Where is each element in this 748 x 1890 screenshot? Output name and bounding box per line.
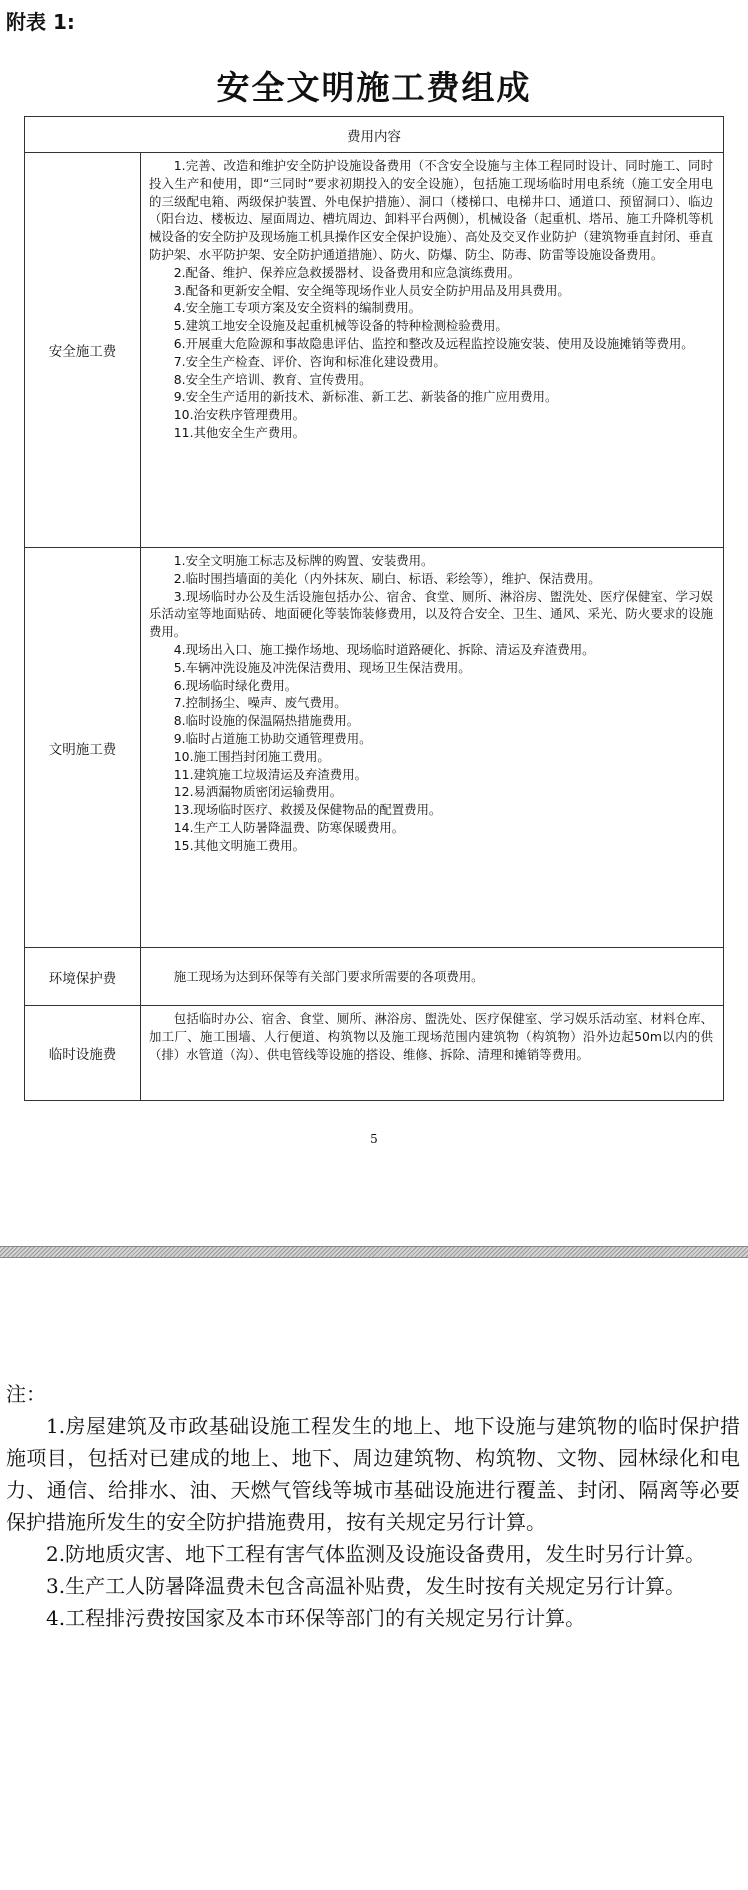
content-safety xyxy=(141,153,724,548)
list-item: 5.建筑工地安全设施及起重机械等设备的特种检测检验费用。 xyxy=(173,318,508,334)
page-break-divider xyxy=(0,1246,748,1258)
list-item: 2.临时围挡墙面的美化（内外抹灰、刷白、标语、彩绘等），维护、保洁费用。 xyxy=(173,570,601,586)
table-header: 费用内容 xyxy=(25,117,724,153)
list-item: 7.控制扬尘、噪声、废气费用。 xyxy=(173,695,347,711)
note-item: 4.工程排污费按国家及本市环保等部门的有关规定另行计算。 xyxy=(46,1606,586,1630)
category-civilized: 文明施工费 xyxy=(25,548,141,948)
list-item: 14.生产工人防暑降温费、防寒保暖费用。 xyxy=(173,819,405,835)
list-item: 12.易洒漏物质密闭运输费用。 xyxy=(173,784,343,800)
list-item: 11.建筑施工垃圾清运及弃渣费用。 xyxy=(173,766,367,782)
list-item: 10.施工围挡封闭施工费用。 xyxy=(173,748,330,764)
list-item: 9.安全生产适用的新技术、新标准、新工艺、新装备的推广应用费用。 xyxy=(173,389,558,405)
list-item: 11.其他安全生产费用。 xyxy=(173,424,306,440)
appendix-label: 附表 1: xyxy=(6,10,75,34)
list-item: 1.安全文明施工标志及标牌的购置、安装费用。 xyxy=(173,553,434,568)
list-item: 9.临时占道施工协助交通管理费用。 xyxy=(173,730,372,746)
list-item: 4.安全施工专项方案及安全资料的编制费用。 xyxy=(173,300,422,316)
list-item: 13.现场临时医疗、救援及保健物品的配置费用。 xyxy=(173,802,442,818)
list-item: 2.配备、维护、保养应急救援器材、设备费用和应急演练费用。 xyxy=(173,264,521,280)
list-item: 8.临时设施的保温隔热措施费用。 xyxy=(173,713,360,729)
list-item: 15.其他文明施工费用。 xyxy=(173,837,306,853)
list-item: 5.车辆冲洗设施及冲洗保洁费用、现场卫生保洁费用。 xyxy=(173,659,471,675)
table-row-environment xyxy=(25,948,724,1006)
content-environment xyxy=(141,948,724,1006)
list-item: 10.治安秩序管理费用。 xyxy=(173,407,306,423)
page-number: 5 xyxy=(370,1132,378,1146)
list-item: 包括临时办公、宿舍、食堂、厕所、淋浴房、盥洗处、医疗保健室、学习娱乐活动室、材料仓库、加工厂、施工围墙、人行便道、构筑物以及施工现场范围内建筑物（构筑物）沿外边起50m以内的供（排）水管道（沟）、供电管线等设施的搭设、维修、拆除、清理和摊销等费用。 xyxy=(149,1011,713,1062)
list-item: 4.现场出入口、施工操作场地、现场临时道路硬化、拆除、清运及弃渣费用。 xyxy=(173,641,595,657)
content-civilized xyxy=(141,548,724,948)
list-item: 3.现场临时办公及生活设施包括办公、宿舍、食堂、厕所、淋浴房、盥洗处、医疗保健室、学习娱乐活动室等地面贴砖、地面硬化等装饰装修费用，以及符合安全、卫生、通风、采光、防火要求的设施费用。 xyxy=(149,588,713,640)
list-item: 6.现场临时绿化费用。 xyxy=(173,677,298,693)
content-temporary xyxy=(141,1006,724,1101)
table-row-safety xyxy=(25,153,724,548)
list-item: 施工现场为达到环保等有关部门要求所需要的各项费用。 xyxy=(173,969,484,985)
note-item: 2.防地质灾害、地下工程有害气体监测及设施设备费用，发生时另行计算。 xyxy=(46,1542,706,1566)
table-row-civilized xyxy=(25,548,724,948)
table-header-row xyxy=(25,117,724,153)
category-environment: 环境保护费 xyxy=(25,948,141,1006)
category-temporary: 临时设施费 xyxy=(25,1006,141,1101)
table-row-temporary xyxy=(25,1006,724,1101)
notes-section xyxy=(6,1378,740,1634)
notes-heading: 注： xyxy=(6,1382,46,1406)
note-item: 3.生产工人防暑降温费未包含高温补贴费，发生时按有关规定另行计算。 xyxy=(46,1574,686,1598)
fee-composition-table xyxy=(24,116,724,1101)
list-item: 8.安全生产培训、教育、宣传费用。 xyxy=(173,371,372,387)
list-item: 3.配备和更新安全帽、安全绳等现场作业人员安全防护用品及用具费用。 xyxy=(173,282,570,298)
category-safety: 安全施工费 xyxy=(25,153,141,548)
note-item: 1.房屋建筑及市政基础设施工程发生的地上、地下设施与建筑物的临时保护措施项目，包括对已建成的地上、地下、周边建筑物、构筑物、文物、园林绿化和电力、通信、给排水、油、天燃气管线等城市基础设施进行覆盖、封闭、隔离等必要保护措施所发生的安全防护措施费用，按有关规定另行计算。 xyxy=(6,1414,740,1534)
list-item: 7.安全生产检查、评价、咨询和标准化建设费用。 xyxy=(173,353,446,369)
list-item: 6.开展重大危险源和事故隐患评估、监控和整改及远程监控设施安装、使用及设施摊销等费用。 xyxy=(173,335,694,351)
list-item: 1.完善、改造和维护安全防护设施设备费用（不含安全设施与主体工程同时设计、同时施工、同时投入生产和使用，即“三同时”要求初期投入的安全设施），包括施工现场临时用电系统（施工安全用电的三级配电箱、两级保护装置、外电保护措施）、洞口（楼梯口、电梯井口、通道口、预留洞口）、临边（阳台边、楼板边、屋面周边、槽坑周边、卸料平台两侧），机械设备（起重机、塔吊、施工升降机等机械设备的安全防护及现场施工机具操作区安全保护设施）、高处及交叉作业防护（建筑物垂直封闭、垂直防护架、水平防护架、安全防护通道措施）、防火、防爆、防尘、防毒、防雷等设施设备费用。 xyxy=(149,158,713,262)
page-title: 安全文明施工费组成 xyxy=(216,68,532,107)
